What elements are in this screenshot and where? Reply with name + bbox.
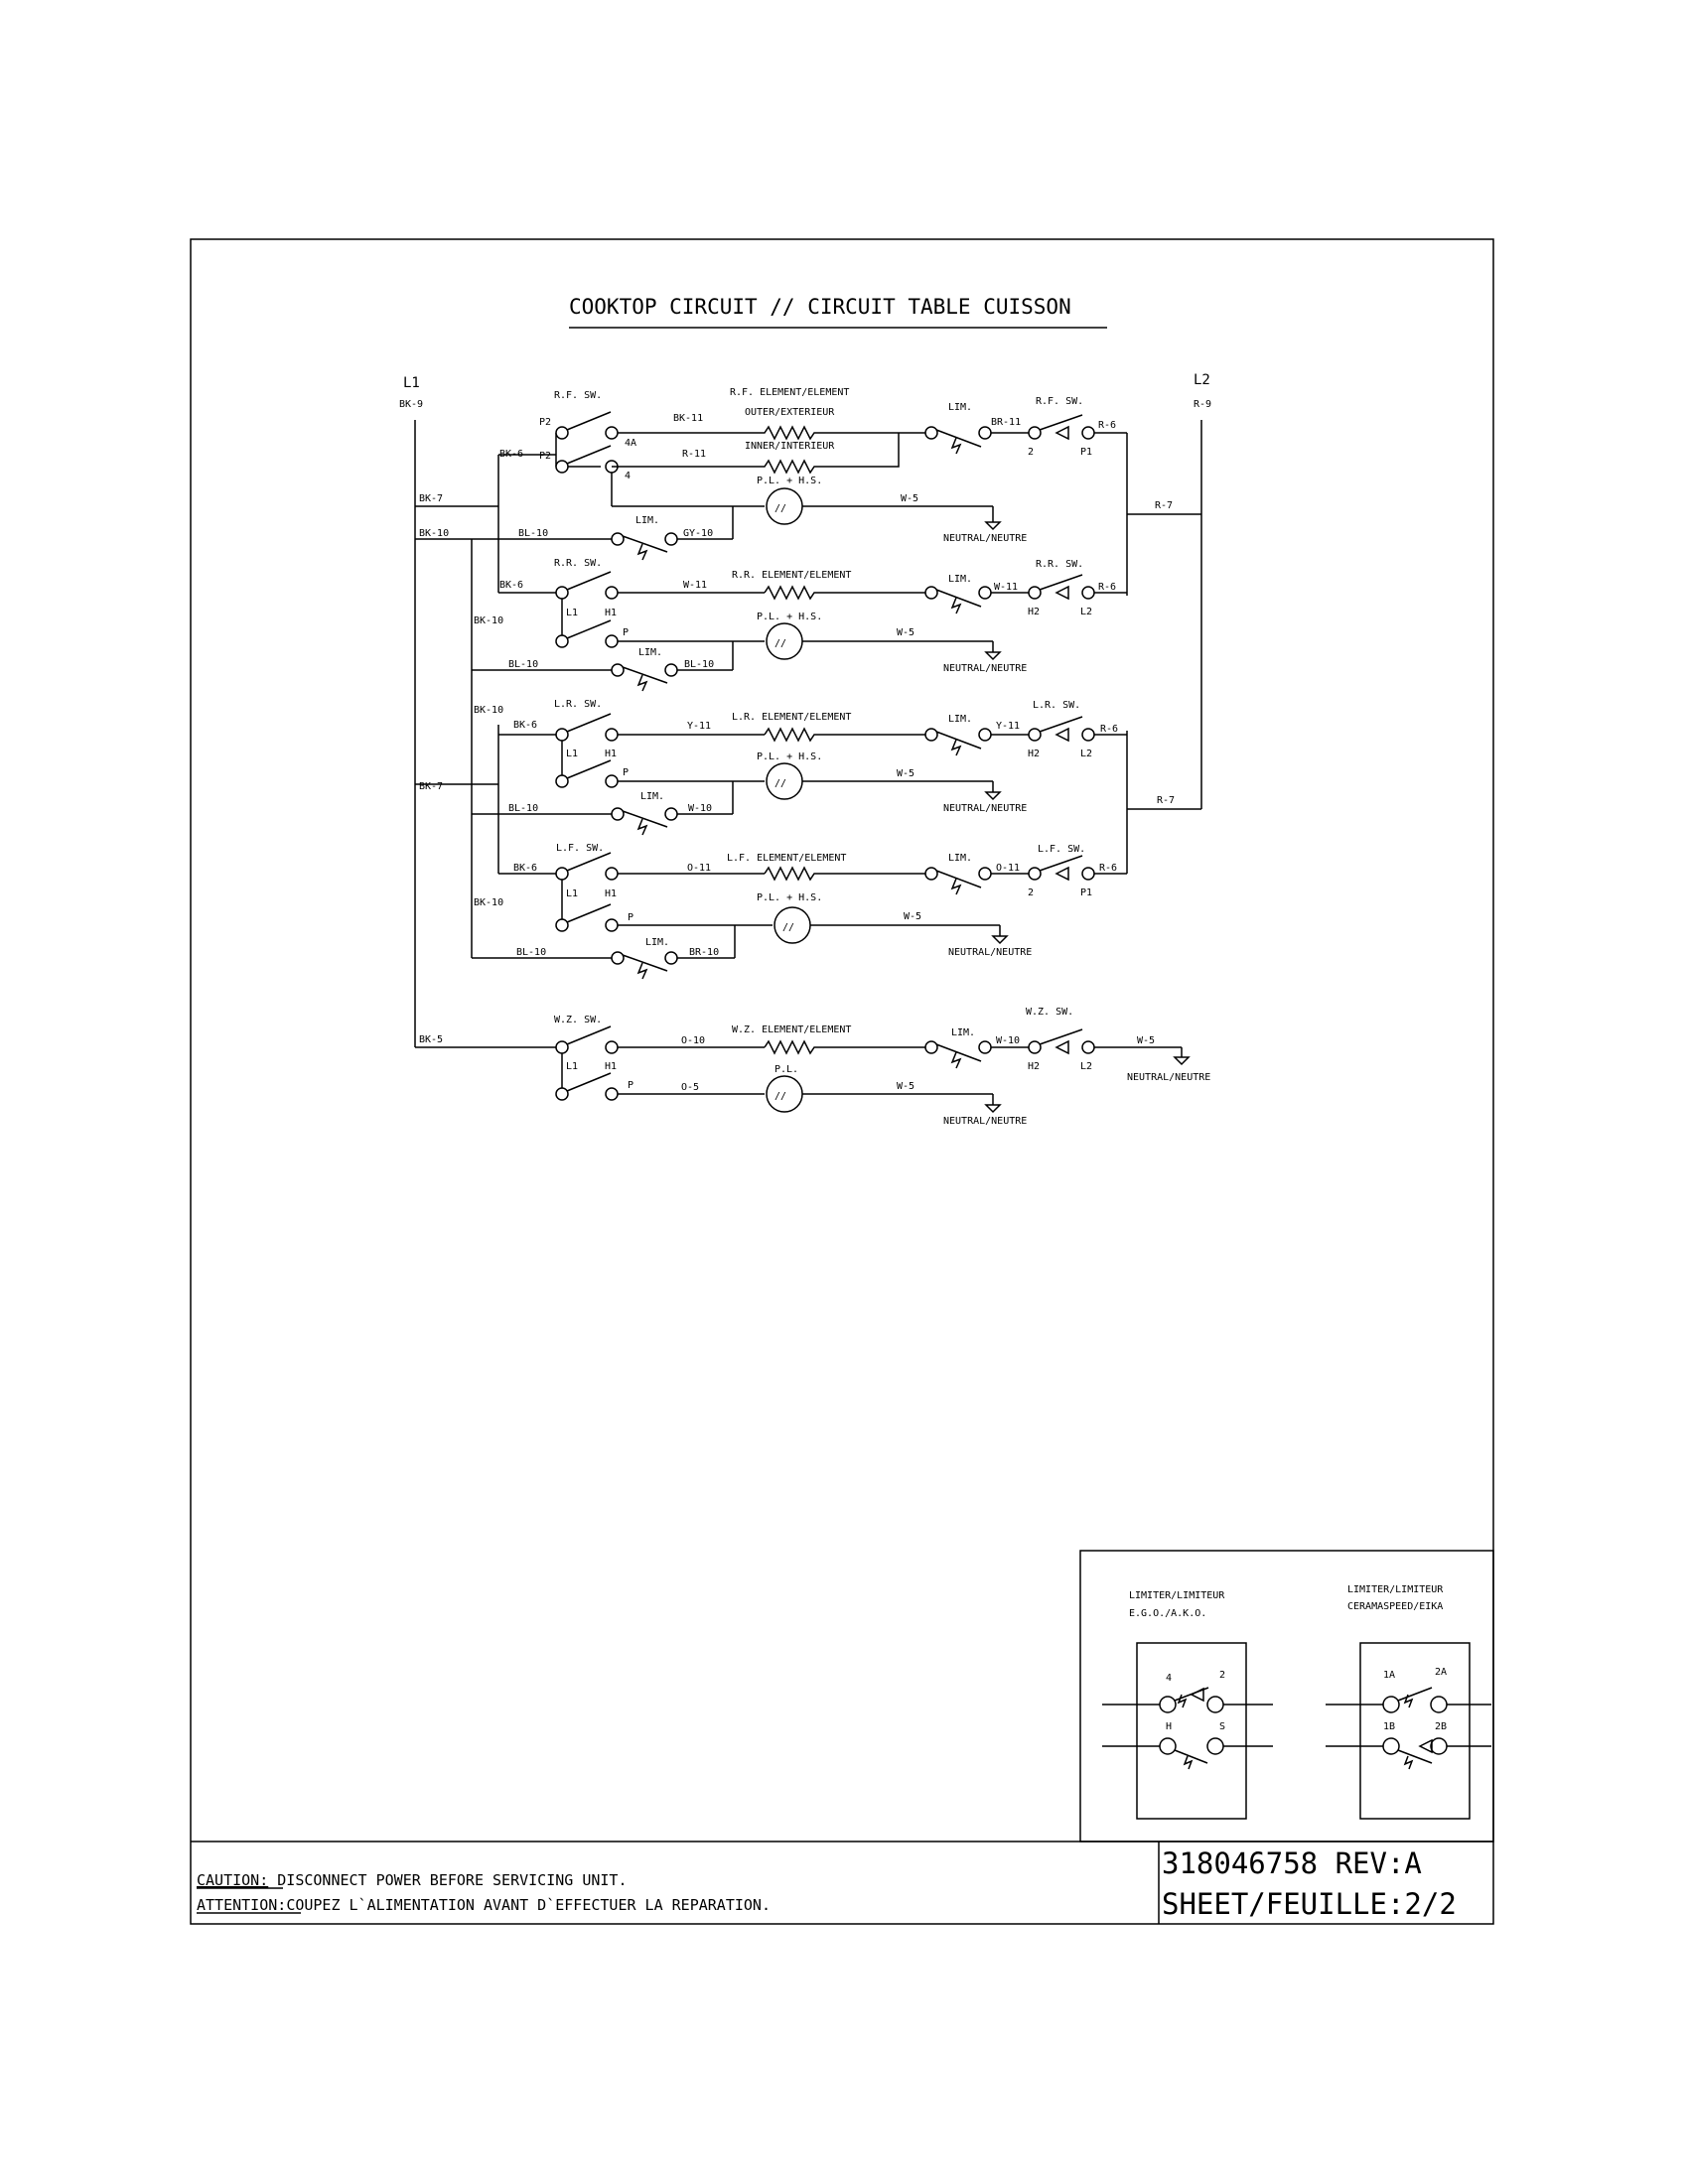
- trunk-bk10-label-3: BK-10: [474, 705, 504, 716]
- lr-lim-in-wire: BL-10: [508, 803, 539, 814]
- trunk-bk5-label: BK-5: [419, 1034, 444, 1045]
- rr-out-term-h2: H2: [1028, 607, 1041, 617]
- lf-lim-in-wire: BL-10: [516, 947, 547, 958]
- rf-term-4: 4: [625, 471, 632, 481]
- limiter-ego-t2: 2: [1219, 1670, 1226, 1681]
- sheet-border: [191, 239, 1493, 1924]
- rf-lim-out-wire: GY-10: [683, 528, 714, 539]
- lf-pl-wire: W-5: [904, 911, 922, 922]
- rr-out-red: R-6: [1098, 582, 1117, 593]
- rf-inner-label: INNER/INTERIEUR: [745, 441, 835, 452]
- rr-feed-label: BK-6: [499, 580, 524, 591]
- wz-lim-label: LIM.: [951, 1027, 976, 1038]
- lr-term-l1: L1: [566, 749, 579, 759]
- limiter-cera-t3: 1B: [1383, 1721, 1396, 1732]
- lf-out-red: R-6: [1099, 863, 1118, 874]
- rf-burner: [472, 387, 1127, 560]
- rf-element-label: R.F. ELEMENT/ELEMENT: [730, 387, 850, 398]
- lr-term-h1: H1: [605, 749, 618, 759]
- rf-switch-label: R.F. SW.: [554, 390, 603, 401]
- lr-switch-label: L.R. SW.: [554, 699, 603, 710]
- lr-out-wire: Y-11: [996, 721, 1021, 732]
- rf-term-4a: 4A: [625, 438, 637, 449]
- wz-pl-wire: W-5: [897, 1081, 915, 1092]
- part-number: 318046758 REV:A: [1162, 1846, 1422, 1880]
- trunk-bk7-label-2: BK-7: [419, 781, 444, 792]
- rf-wire-outer: BK-11: [673, 413, 704, 424]
- wz-term-h1: H1: [605, 1061, 618, 1072]
- rf-out-switch-label: R.F. SW.: [1036, 396, 1084, 407]
- rr-lim-label: LIM.: [948, 574, 973, 585]
- lr-lim2-label: LIM.: [640, 791, 665, 802]
- lf-out-term-2: 2: [1028, 887, 1035, 898]
- attention-text: COUPEZ L`ALIMENTATION AVANT D`EFFECTUER LA REPARATION.: [286, 1896, 771, 1914]
- rr-lim-in-wire: BL-10: [508, 659, 539, 670]
- lf-feed-label: BK-6: [513, 863, 538, 874]
- wz-wire-el: O-10: [681, 1035, 706, 1046]
- trunk-bk7-label: BK-7: [419, 493, 444, 504]
- lf-out-switch-label: L.F. SW.: [1038, 844, 1086, 855]
- wz-element-label: W.Z. ELEMENT/ELEMENT: [732, 1024, 852, 1035]
- lf-element: [765, 868, 925, 880]
- lr-out-term-l2: L2: [1080, 749, 1093, 759]
- rr-term-l1: L1: [566, 608, 579, 618]
- rf-feed-label: BK-6: [499, 449, 524, 460]
- rr-element-label: R.R. ELEMENT/ELEMENT: [732, 570, 852, 581]
- lf-out-wire: O-11: [996, 863, 1021, 874]
- rf-term-p2a: P2: [539, 417, 552, 428]
- l2-wire-label: R-9: [1194, 399, 1212, 410]
- wz-element: [765, 1041, 925, 1053]
- lf-lim2-label: LIM.: [645, 937, 670, 948]
- wz-out-term-h2: H2: [1028, 1061, 1041, 1072]
- lf-term-p: P: [628, 912, 634, 923]
- rf-out-red: R-6: [1098, 420, 1117, 431]
- limiter-cera-t4: 2B: [1435, 1721, 1448, 1732]
- rr-lim2-label: LIM.: [638, 647, 663, 658]
- limiter-cera-title2: CERAMASPEED/EIKA: [1347, 1601, 1444, 1612]
- rr-neutral: NEUTRAL/NEUTRE: [943, 663, 1028, 674]
- lr-feed-label: BK-6: [513, 720, 538, 731]
- caution-line: [197, 1871, 627, 1889]
- trunk-bk10-label: BK-10: [419, 528, 450, 539]
- rf-neutral: NEUTRAL/NEUTRE: [943, 533, 1028, 544]
- wz-pl-label: P.L.: [774, 1064, 799, 1075]
- wz-term-l1: L1: [566, 1061, 579, 1072]
- lf-lim-out-wire: BR-10: [689, 947, 720, 958]
- rr-pilot-symbol: //: [774, 638, 787, 649]
- l1-label: L1: [403, 375, 420, 391]
- rf-wire-inner: R-11: [682, 449, 707, 460]
- rf-lim2-label: LIM.: [635, 515, 660, 526]
- limiter-ego: [1102, 1590, 1273, 1819]
- limiter-cera: [1326, 1584, 1491, 1819]
- rr-out-wire: W-11: [994, 582, 1019, 593]
- wz-out-term-l2: L2: [1080, 1061, 1093, 1072]
- rr-out-term-l2: L2: [1080, 607, 1093, 617]
- rf-lim-in-wire: BL-10: [518, 528, 549, 539]
- lf-neutral: NEUTRAL/NEUTRE: [948, 947, 1033, 958]
- limiter-ego-t1: 4: [1166, 1673, 1173, 1684]
- rr-term-p: P: [623, 627, 630, 638]
- wz-switch-label: W.Z. SW.: [554, 1015, 603, 1025]
- attention-line: [197, 1896, 771, 1914]
- trunk-bk10-label-4: BK-10: [474, 897, 504, 908]
- caution-text: DISCONNECT POWER BEFORE SERVICING UNIT.: [268, 1871, 628, 1889]
- rf-outer-element: [675, 427, 925, 439]
- lr-pl-wire: W-5: [897, 768, 915, 779]
- limiter-ego-title2: E.G.O./A.K.O.: [1129, 1608, 1207, 1619]
- rr-pl-wire: W-5: [897, 627, 915, 638]
- rf-pilot-symbol: //: [774, 503, 787, 514]
- lr-term-p: P: [623, 767, 630, 778]
- r7-label: R-7: [1155, 500, 1174, 511]
- wz-pl-in: O-5: [681, 1082, 700, 1093]
- rf-pl-wire: W-5: [901, 493, 919, 504]
- lf-element-label: L.F. ELEMENT/ELEMENT: [727, 853, 847, 864]
- wz-burner: [554, 1007, 1210, 1127]
- lr-pl-label: P.L. + H.S.: [757, 751, 823, 762]
- rr-burner: [472, 558, 1127, 691]
- rf-term-p2b: P2: [539, 451, 552, 462]
- limiter-cera-t1: 1A: [1383, 1670, 1396, 1681]
- caution-label: CAUTION:: [197, 1871, 269, 1889]
- wz-out-neutral: NEUTRAL/NEUTRE: [1127, 1072, 1211, 1083]
- lr-lim-label: LIM.: [948, 714, 973, 725]
- trunk-bk10-label-2: BK-10: [474, 615, 504, 626]
- lr-element-label: L.R. ELEMENT/ELEMENT: [732, 712, 852, 723]
- sheet-number: SHEET/FEUILLE:2/2: [1162, 1887, 1457, 1921]
- attention-label: ATTENTION:: [197, 1896, 287, 1914]
- lf-switch-label: L.F. SW.: [556, 843, 605, 854]
- rf-pl-label: P.L. + H.S.: [757, 476, 823, 486]
- lf-term-h1: H1: [605, 888, 618, 899]
- wz-pilot-symbol: //: [774, 1091, 787, 1102]
- rr-pl-label: P.L. + H.S.: [757, 612, 823, 622]
- rf-out-term-p1: P1: [1080, 447, 1093, 458]
- lf-lim-label: LIM.: [948, 853, 973, 864]
- limiter-ego-t4: S: [1219, 1721, 1226, 1732]
- wz-out-switch-label: W.Z. SW.: [1026, 1007, 1074, 1018]
- rr-out-switch-label: R.R. SW.: [1036, 559, 1084, 570]
- rr-lim-out-wire: BL-10: [684, 659, 715, 670]
- rf-lim-label: LIM.: [948, 402, 973, 413]
- lr-out-switch-label: L.R. SW.: [1033, 700, 1081, 711]
- wz-out-white: W-5: [1137, 1035, 1156, 1046]
- rr-switch-label: R.R. SW.: [554, 558, 603, 569]
- limiter-cera-t2: 2A: [1435, 1667, 1448, 1678]
- lf-out-term-p1: P1: [1080, 887, 1093, 898]
- limiter-cera-title1: LIMITER/LIMITEUR: [1347, 1584, 1444, 1595]
- rf-outer-label: OUTER/EXTERIEUR: [745, 407, 835, 418]
- lr-out-term-h2: H2: [1028, 749, 1041, 759]
- rf-out-term-2: 2: [1028, 447, 1035, 458]
- diagram-title: COOKTOP CIRCUIT // CIRCUIT TABLE CUISSON: [569, 295, 1071, 319]
- limiter-ego-t3: H: [1166, 1721, 1173, 1732]
- rr-term-h1: H1: [605, 608, 618, 618]
- lr-lim-out-wire: W-10: [688, 803, 713, 814]
- lr-burner: [472, 699, 1127, 835]
- lr-element: [765, 729, 925, 741]
- l1-wire-label: BK-9: [399, 399, 424, 410]
- lf-pl-label: P.L. + H.S.: [757, 892, 823, 903]
- limiter-ego-title1: LIMITER/LIMITEUR: [1129, 1590, 1225, 1601]
- l2-label: L2: [1194, 372, 1210, 388]
- lf-wire-el: O-11: [687, 863, 712, 874]
- lr-neutral: NEUTRAL/NEUTRE: [943, 803, 1028, 814]
- lr-wire-el: Y-11: [687, 721, 712, 732]
- lr-out-red: R-6: [1100, 724, 1119, 735]
- rf-out-wire: BR-11: [991, 417, 1022, 428]
- wz-neutral: NEUTRAL/NEUTRE: [943, 1116, 1028, 1127]
- rr-element: [765, 587, 925, 599]
- wz-out-wire: W-10: [996, 1035, 1021, 1046]
- wz-term-p: P: [628, 1080, 634, 1091]
- r7-label-2: R-7: [1157, 795, 1176, 806]
- lf-pilot-symbol: //: [782, 922, 795, 933]
- lf-burner: [472, 843, 1127, 979]
- lr-pilot-symbol: //: [774, 778, 787, 789]
- lf-term-l1: L1: [566, 888, 579, 899]
- rr-wire-el: W-11: [683, 580, 708, 591]
